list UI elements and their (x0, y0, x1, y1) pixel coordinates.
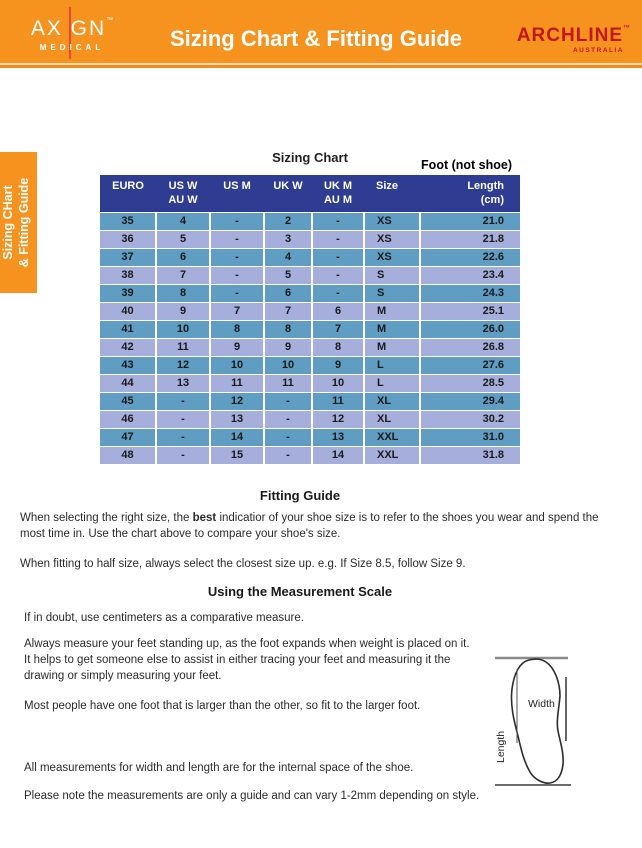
sizing-table (100, 175, 520, 465)
table-cell: 9 (264, 338, 312, 356)
table-row (100, 338, 520, 356)
table-header-cell: Size (364, 175, 420, 212)
table-cell: 12 (210, 392, 264, 410)
length-label: Length (495, 730, 507, 763)
table-cell: 7 (264, 302, 312, 320)
table-cell: 37 (100, 248, 156, 266)
table-cell: - (264, 392, 312, 410)
table-cell: 24.3 (420, 284, 520, 302)
table-cell: 30.2 (420, 410, 520, 428)
table-header-cell: UK M AU M (312, 175, 364, 212)
foot-diagram (488, 645, 640, 797)
table-header-cell: US W AU W (156, 175, 210, 212)
table-cell: - (312, 284, 364, 302)
side-tab-label: Sizing CHart & Fitting Guide (1, 177, 31, 268)
table-cell: 10 (264, 356, 312, 374)
table-cell: L (364, 374, 420, 392)
table-row (100, 374, 520, 392)
table-cell: 35 (100, 212, 156, 230)
table-row (100, 428, 520, 446)
table-cell: 43 (100, 356, 156, 374)
table-cell: - (312, 230, 364, 248)
table-cell: - (210, 230, 264, 248)
archline-wordmark: ARCHLINE™ (516, 25, 630, 46)
table-cell: - (156, 392, 210, 410)
header-band (0, 0, 642, 63)
table-cell: 7 (156, 266, 210, 284)
measurement-paragraph-3: Most people have one foot that is larger than the other, so fit to the larger foot. (24, 700, 421, 712)
fitting-guide-paragraph-2: When fitting to half size, always select the closest size up. e.g. If Size 8.5, follow Size 9. (20, 558, 466, 570)
table-cell: XL (364, 410, 420, 428)
table-cell: 45 (100, 392, 156, 410)
table-cell: 26.0 (420, 320, 520, 338)
sizing-table-body (100, 212, 520, 464)
sizing-chart-title: Sizing Chart (272, 150, 348, 165)
table-header-cell: US M (210, 175, 264, 212)
table-cell: 13 (156, 374, 210, 392)
table-cell: 39 (100, 284, 156, 302)
sizing-table-header (100, 175, 520, 212)
table-cell: 8 (312, 338, 364, 356)
table-cell: - (264, 428, 312, 446)
axign-medical-label: MEDICAL (39, 43, 105, 52)
table-cell: 31.8 (420, 446, 520, 464)
table-cell: 13 (210, 410, 264, 428)
table-cell: 4 (156, 212, 210, 230)
measurement-paragraph-2: Always measure your feet standing up, as the foot expands when weight is placed on it. It helps to get someone else to assist in either tracing your feet and measuring it the drawing or simply measuring your feet. (24, 638, 470, 682)
side-tab (0, 152, 37, 293)
table-cell: 27.6 (420, 356, 520, 374)
table-cell: 5 (264, 266, 312, 284)
table-cell: 7 (312, 320, 364, 338)
table-row (100, 284, 520, 302)
table-row (100, 248, 520, 266)
measurement-paragraph-5: Please note the measurements are only a guide and can vary 1-2mm depending on style. (24, 790, 480, 802)
width-label: Width (528, 698, 555, 710)
table-cell: 3 (264, 230, 312, 248)
table-cell: - (210, 284, 264, 302)
table-cell: - (156, 446, 210, 464)
table-cell: 31.0 (420, 428, 520, 446)
table-header-cell: UK W (264, 175, 312, 212)
table-cell: 12 (156, 356, 210, 374)
table-cell: - (156, 428, 210, 446)
table-cell: 28.5 (420, 374, 520, 392)
table-row (100, 392, 520, 410)
table-cell: - (210, 248, 264, 266)
table-cell: 10 (312, 374, 364, 392)
table-row (100, 266, 520, 284)
table-cell: 10 (156, 320, 210, 338)
axign-logo (22, 7, 122, 59)
fitting-guide-heading: Fitting Guide (259, 488, 341, 503)
table-cell: 13 (312, 428, 364, 446)
table-cell: 9 (210, 338, 264, 356)
table-cell: 8 (264, 320, 312, 338)
table-cell: 11 (156, 338, 210, 356)
foot-outline (511, 659, 563, 783)
trademark-symbol: ™ (106, 17, 114, 24)
table-row (100, 320, 520, 338)
page-title: Sizing Chart & Fitting Guide (169, 26, 463, 51)
measurement-heading: Using the Measurement Scale (207, 584, 393, 599)
table-cell: 6 (312, 302, 364, 320)
table-cell: - (264, 446, 312, 464)
fitting-guide-paragraph-1: When selecting the right size, the best indicatior of your shoe size is to refer to the shoes you wear and spend the most time in. Use the chart above to compare your shoe's size. (20, 512, 599, 540)
table-cell: 44 (100, 374, 156, 392)
table-cell: 11 (264, 374, 312, 392)
table-cell: XXL (364, 446, 420, 464)
table-cell: 23.4 (420, 266, 520, 284)
table-cell: S (364, 266, 420, 284)
table-cell: - (210, 266, 264, 284)
measurement-paragraph-4: All measurements for width and length are for the internal space of the shoe. (24, 762, 414, 774)
table-cell: - (312, 248, 364, 266)
table-cell: 10 (210, 356, 264, 374)
axign-wordmark: AX GN™ (30, 17, 114, 40)
table-cell: 29.4 (420, 392, 520, 410)
table-cell: 42 (100, 338, 156, 356)
measurement-paragraph-1: If in doubt, use centimeters as a comparative measure. (24, 612, 304, 624)
table-cell: 48 (100, 446, 156, 464)
table-cell: M (364, 338, 420, 356)
table-cell: 8 (210, 320, 264, 338)
table-cell: 26.8 (420, 338, 520, 356)
table-cell: 21.8 (420, 230, 520, 248)
table-cell: 9 (312, 356, 364, 374)
table-row (100, 356, 520, 374)
table-cell: 47 (100, 428, 156, 446)
table-cell: 4 (264, 248, 312, 266)
table-cell: XS (364, 212, 420, 230)
trademark-symbol: ™ (623, 25, 630, 32)
table-cell: 41 (100, 320, 156, 338)
table-cell: - (264, 410, 312, 428)
table-cell: 7 (210, 302, 264, 320)
table-cell: 25.1 (420, 302, 520, 320)
table-header-cell: Length (cm) (420, 175, 520, 212)
table-cell: - (312, 212, 364, 230)
table-cell: XXL (364, 428, 420, 446)
table-cell: 14 (210, 428, 264, 446)
table-cell: L (364, 356, 420, 374)
table-cell: XL (364, 392, 420, 410)
table-cell: S (364, 284, 420, 302)
table-cell: 5 (156, 230, 210, 248)
table-cell: 6 (264, 284, 312, 302)
archline-logo (500, 25, 630, 54)
table-header-cell: EURO (100, 175, 156, 212)
table-cell: 40 (100, 302, 156, 320)
header-divider-orange (0, 65, 642, 68)
table-cell: 22.6 (420, 248, 520, 266)
table-cell: 14 (312, 446, 364, 464)
table-cell: 2 (264, 212, 312, 230)
table-cell: 11 (312, 392, 364, 410)
table-cell: 46 (100, 410, 156, 428)
table-row (100, 302, 520, 320)
table-row (100, 410, 520, 428)
foot-not-shoe-note: Foot (not shoe) (421, 158, 512, 172)
table-cell: 8 (156, 284, 210, 302)
table-cell: M (364, 302, 420, 320)
table-row (100, 230, 520, 248)
table-cell: 15 (210, 446, 264, 464)
table-cell: XS (364, 230, 420, 248)
archline-australia-label: AUSTRALIA (572, 47, 624, 54)
table-header-row (100, 175, 520, 212)
table-cell: - (312, 266, 364, 284)
table-cell: 36 (100, 230, 156, 248)
table-cell: - (210, 212, 264, 230)
table-cell: - (156, 410, 210, 428)
table-cell: 12 (312, 410, 364, 428)
table-cell: 21.0 (420, 212, 520, 230)
table-cell: XS (364, 248, 420, 266)
table-cell: 38 (100, 266, 156, 284)
table-cell: 9 (156, 302, 210, 320)
table-row (100, 212, 520, 230)
table-cell: M (364, 320, 420, 338)
table-row (100, 446, 520, 464)
table-cell: 11 (210, 374, 264, 392)
table-cell: 6 (156, 248, 210, 266)
